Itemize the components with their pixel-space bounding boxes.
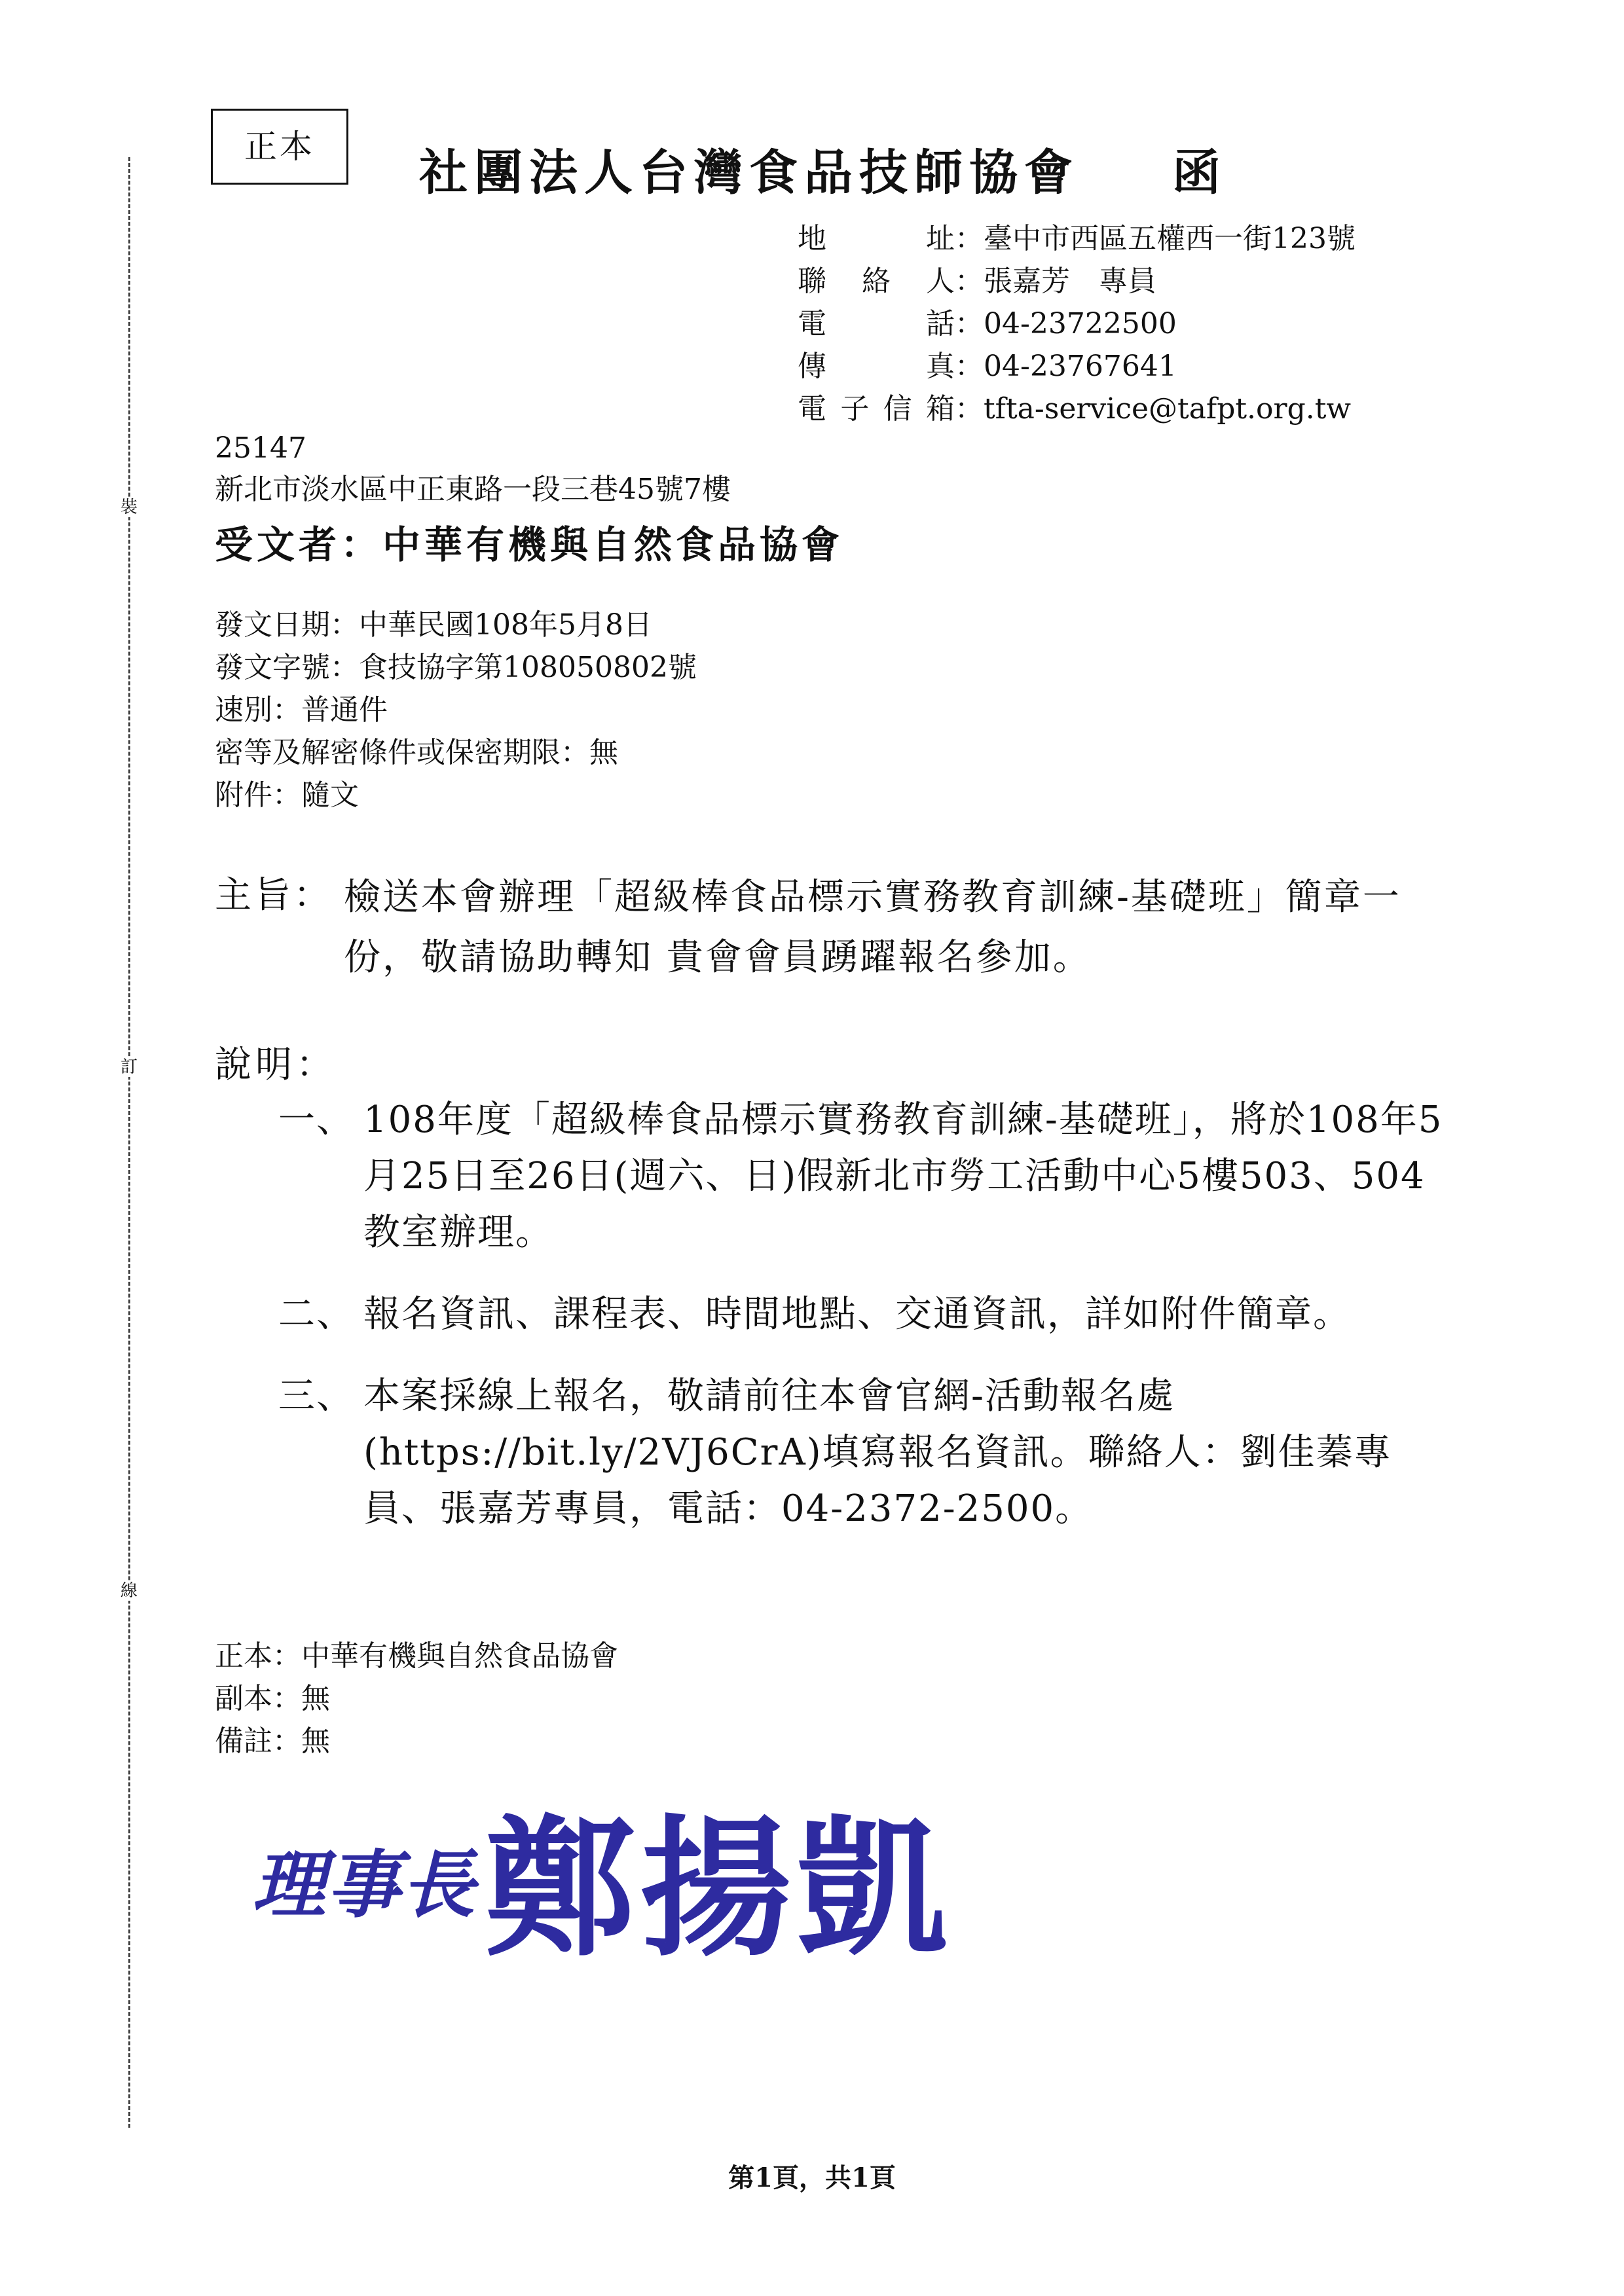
contact-label: 聯絡人 bbox=[798, 264, 955, 298]
copy-type-box: 正本 bbox=[211, 109, 348, 185]
doc-kind: 函 bbox=[1172, 145, 1221, 201]
distribution-original: 正本：中華有機與自然食品協會 bbox=[215, 1639, 618, 1673]
explanation-item bbox=[278, 1368, 1457, 1537]
meta-label: 發文日期 bbox=[215, 608, 330, 642]
signature-name-stamp: 鄭揚凱 bbox=[485, 1800, 953, 1977]
distribution-label: 備註 bbox=[215, 1724, 272, 1758]
contact-value: 張嘉芳 專員 bbox=[984, 264, 1156, 298]
distribution-value: 中華有機與自然食品協會 bbox=[301, 1639, 618, 1673]
postal-code: 25147 bbox=[215, 431, 306, 465]
distribution-value: 無 bbox=[301, 1682, 330, 1715]
contact-phone: 電 話：04-23722500 bbox=[798, 304, 1177, 344]
binding-mark-zhuang: 裝 bbox=[120, 498, 138, 517]
contact-address: 地 址：臺中市西區五權西一街123號 bbox=[798, 219, 1356, 259]
distribution-label: 副本 bbox=[215, 1682, 272, 1715]
meta-label: 密等及解密條件或保密期限 bbox=[215, 736, 561, 769]
explanation-item bbox=[278, 1092, 1457, 1261]
meta-value: 食技協字第108050802號 bbox=[359, 651, 697, 684]
item-text: 本案採線上報名，敬請前往本會官網-活動報名處(https://bit.ly/2VJ6CrA)填寫報名資訊。聯絡人：劉佳蓁專員、張嘉芳專員，電話：04-2372-2500。 bbox=[363, 1375, 1392, 1530]
meta-label: 附件 bbox=[215, 778, 272, 812]
contact-label: 傳 真 bbox=[798, 350, 955, 383]
item-number: 二、 bbox=[278, 1293, 354, 1336]
binding-mark-xian: 線 bbox=[120, 1581, 138, 1601]
item-number: 一、 bbox=[278, 1099, 354, 1141]
recipient-address: 新北市淡水區中正東路一段三巷45號7樓 bbox=[215, 473, 731, 506]
contact-person: 聯絡人：張嘉芳 專員 bbox=[798, 262, 1156, 301]
meta-attachment: 附件：隨文 bbox=[215, 778, 359, 812]
item-number: 三、 bbox=[278, 1375, 354, 1417]
subject-label: 主旨： bbox=[215, 874, 333, 917]
contact-label: 電 話 bbox=[798, 307, 955, 340]
binding-margin-line bbox=[128, 157, 130, 2128]
meta-value: 中華民國108年5月8日 bbox=[359, 608, 652, 642]
contact-value: 臺中市西區五權西一街123號 bbox=[984, 222, 1356, 255]
meta-doc-number: 發文字號：食技協字第108050802號 bbox=[215, 651, 697, 684]
subject-text: 檢送本會辦理「超級棒食品標示實務教育訓練-基礎班」簡章一份，敬請協助轉知 貴會會員踴躍報名參加。 bbox=[344, 876, 1401, 979]
meta-value: 普通件 bbox=[301, 693, 388, 727]
binding-mark-ding: 訂 bbox=[120, 1057, 138, 1077]
recipient: 受文者：中華有機與自然食品協會 bbox=[215, 522, 844, 567]
distribution-label: 正本 bbox=[215, 1639, 272, 1673]
meta-security: 密等及解密條件或保密期限：無 bbox=[215, 736, 618, 769]
page-number: 第1頁，共1頁 bbox=[728, 2162, 896, 2193]
meta-date: 發文日期：中華民國108年5月8日 bbox=[215, 608, 652, 642]
meta-label: 速別 bbox=[215, 693, 272, 727]
contact-label: 電子信箱 bbox=[798, 392, 955, 426]
meta-value: 無 bbox=[589, 736, 618, 769]
meta-value: 隨文 bbox=[301, 778, 359, 812]
distribution-copy: 副本：無 bbox=[215, 1682, 330, 1715]
item-text: 報名資訊、課程表、時間地點、交通資訊，詳如附件簡章。 bbox=[363, 1293, 1351, 1336]
contact-value: 04-23767641 bbox=[984, 350, 1177, 383]
contact-email: 電子信箱：tfta-service@tafpt.org.tw bbox=[798, 390, 1351, 429]
org-title: 社團法人台灣食品技師協會 bbox=[419, 145, 1079, 201]
explanation-item bbox=[278, 1286, 1457, 1343]
meta-speed: 速別：普通件 bbox=[215, 693, 388, 727]
meta-label: 發文字號 bbox=[215, 651, 330, 684]
distribution-value: 無 bbox=[301, 1724, 330, 1758]
explanation-label: 說明： bbox=[215, 1044, 337, 1086]
distribution-note: 備註：無 bbox=[215, 1724, 330, 1758]
contact-value: 04-23722500 bbox=[984, 307, 1177, 340]
contact-label: 地 址 bbox=[798, 222, 955, 255]
item-text: 108年度「超級棒食品標示實務教育訓練-基礎班」，將於108年5月25日至26日(週六、日)假新北市勞工活動中心5樓503、504教室辦理。 bbox=[363, 1099, 1443, 1254]
contact-fax: 傳 真：04-23767641 bbox=[798, 347, 1177, 386]
contact-value: tfta-service@tafpt.org.tw bbox=[984, 392, 1352, 426]
signature-title-stamp: 理事長 bbox=[252, 1842, 476, 1928]
